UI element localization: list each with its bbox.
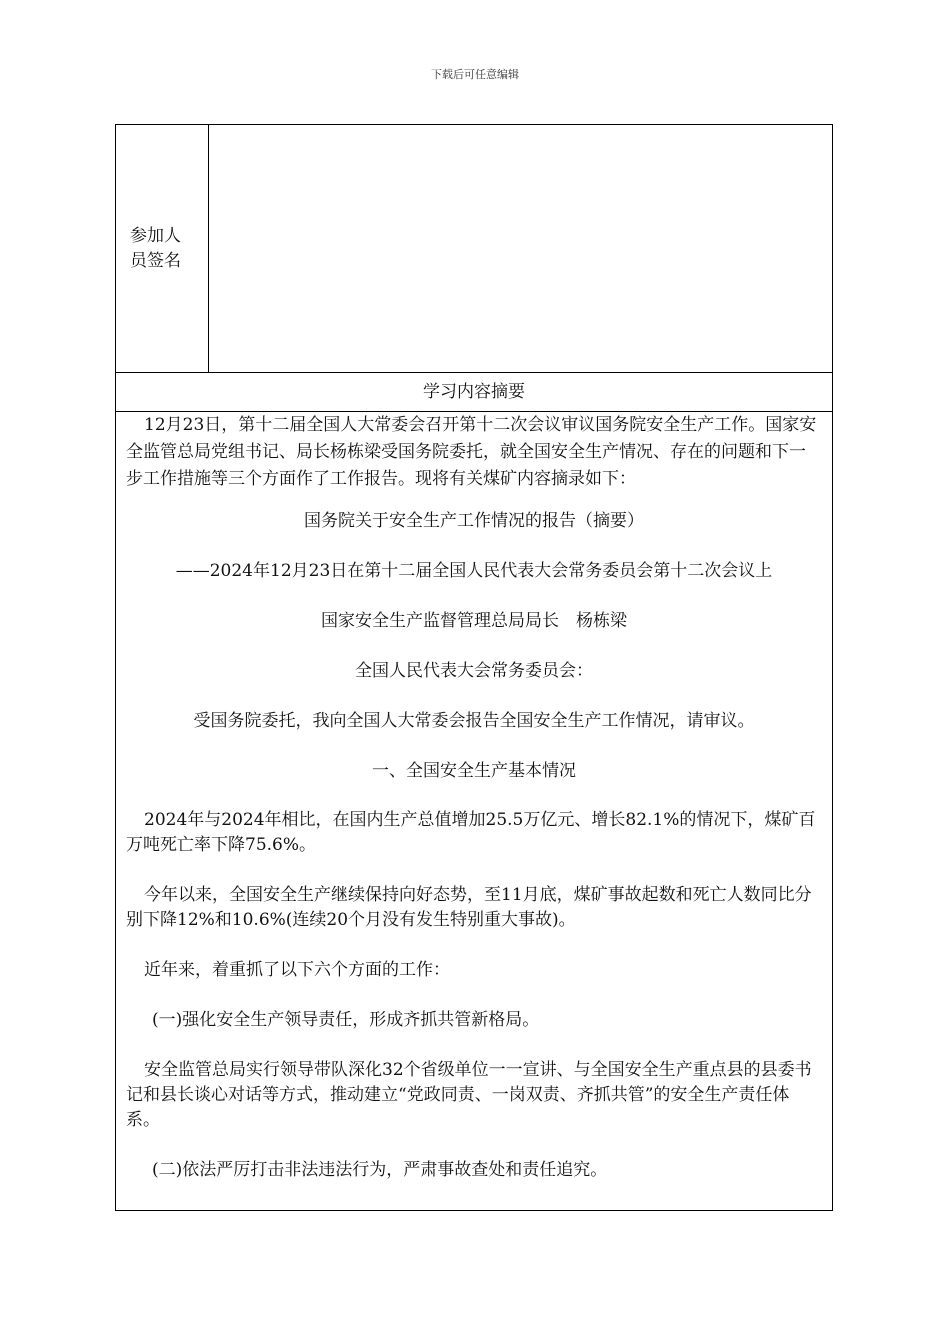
report-subtitle: ——2024年12月23日在第十二届全国人民代表大会常务委员会第十二次会议上 — [175, 561, 773, 581]
study-record-table — [115, 124, 833, 1211]
intro-paragraph: 12月23日，第十二届全国人大常委会召开第十二次会议审议国务院安全生产工作。国家安全监管总局党组书记、局长杨栋梁受国务院委托，就全国安全生产情况、存在的问题和下一步工作措施等三个方面作了工作报告。现将有关煤矿内容摘录如下： — [126, 415, 817, 489]
opening-paragraph: 受国务院委托，我向全国人大常委会报告全国安全生产工作情况，请审议。 — [193, 711, 755, 731]
report-title: 国务院关于安全生产工作情况的报告（摘要） — [304, 511, 644, 531]
paragraph-1: 2024年与2024年相比，在国内生产总值增加25.5万亿元、增长82.1%的情况下，煤矿百万吨死亡率下降75.6%。 — [126, 810, 816, 855]
paragraph-2: 今年以来，全国安全生产继续保持向好态势，至11月底，煤矿事故起数和死亡人数同比分别下降12%和10.6%(连续20个月没有发生特别重大事故)。 — [126, 885, 812, 930]
signature-label-cell — [116, 125, 209, 372]
reporter-line: 国家安全生产监督管理总局局长 杨栋梁 — [321, 611, 627, 631]
signature-area[interactable] — [209, 125, 832, 372]
section-heading-1: 一、全国安全生产基本情况 — [372, 761, 576, 781]
paragraph-3: 近年来，着重抓了以下六个方面的工作： — [144, 960, 450, 980]
summary-content — [116, 412, 832, 1183]
summary-title: 学习内容摘要 — [116, 373, 832, 412]
page-header-note: 下载后可任意编辑 — [431, 68, 519, 81]
item-2-heading: (二)依法严厉打击非法违法行为，严肃事故查处和责任追究。 — [152, 1160, 608, 1180]
salutation: 全国人民代表大会常务委员会： — [355, 661, 593, 681]
paragraph-4: 安全监管总局实行领导带队深化32个省级单位一一宣讲、与全国安全生产重点县的县委书记和县长谈心对话等方式，推动建立“党政同责、一岗双责、齐抓共管”的安全生产责任体系。 — [126, 1060, 812, 1130]
signature-label: 参加人员签名 — [130, 225, 181, 271]
item-1-heading: (一)强化安全生产领导责任，形成齐抓共管新格局。 — [152, 1010, 540, 1030]
signature-row — [116, 125, 832, 373]
